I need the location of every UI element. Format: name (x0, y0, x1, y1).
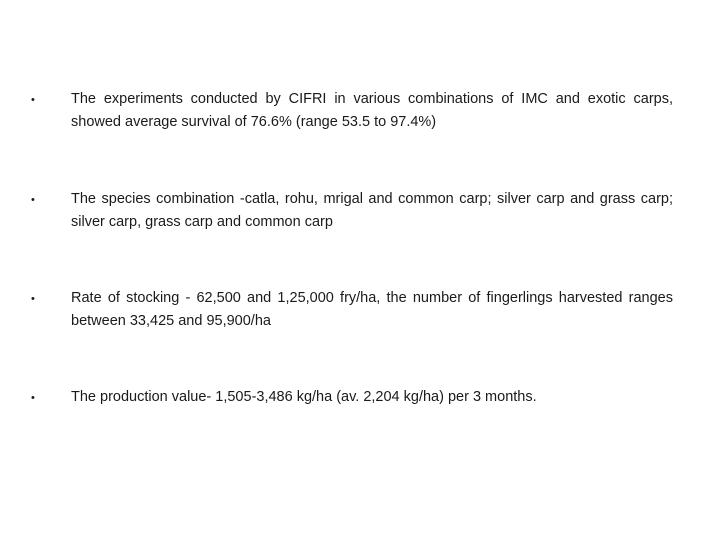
bullet-marker: • (31, 94, 35, 106)
bullet-text: Rate of stocking - 62,500 and 1,25,000 fry/ha, the number of fingerlings harvested ranges between 33,425 and 95,900/ha (71, 290, 673, 329)
bullet-marker: • (31, 392, 35, 404)
bullet-text: The production value- 1,505-3,486 kg/ha (av. 2,204 kg/ha) per 3 months. (71, 389, 537, 405)
bullet-text: The experiments conducted by CIFRI in various combinations of IMC and exotic carps, showed average survival of 76.6% (range 53.5 to 97.4%) (71, 91, 673, 130)
bullet-marker: • (31, 293, 35, 305)
bullet-text: The species combination -catla, rohu, mrigal and common carp; silver carp and grass carp; silver carp, grass carp and common carp (71, 191, 673, 230)
bullet-marker: • (31, 194, 35, 206)
